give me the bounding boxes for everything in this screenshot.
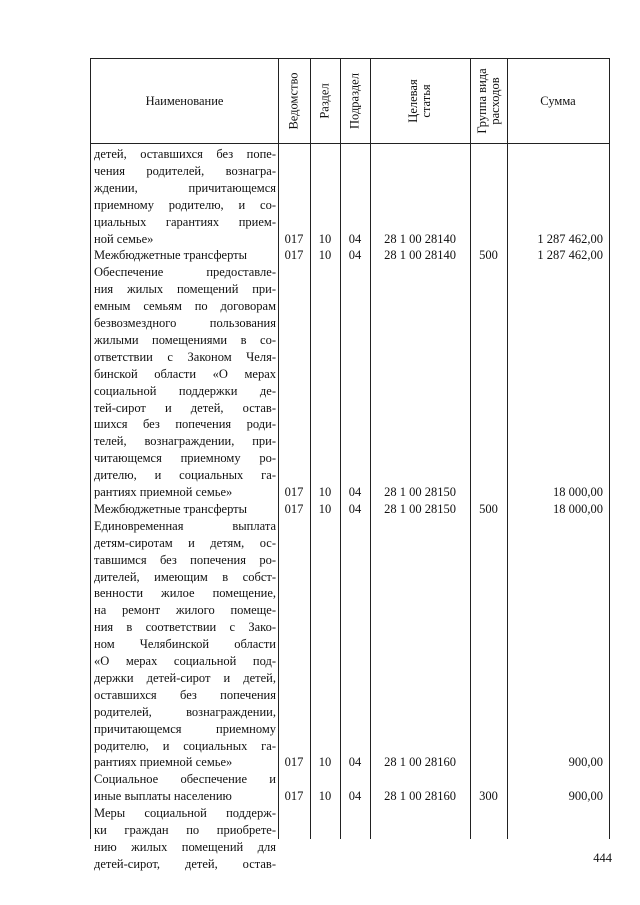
row-name-text: ответствии с Законом Челя- [94, 349, 276, 364]
table-row [91, 400, 609, 416]
row-name-text: рантиях приемной семье» [94, 485, 233, 499]
amount-value: 900,00 [568, 755, 603, 770]
row-name-text: читающемся приемному ро- [94, 451, 276, 466]
table-row [91, 805, 609, 821]
table-row [91, 349, 609, 365]
row-name-text: ждении, причитающемся [94, 180, 276, 195]
row-name-text: ной семье» [94, 231, 154, 246]
row-name-text: телей, вознаграждении, при- [94, 434, 276, 449]
row-name-text: детям-сиротам и детям, ос- [94, 535, 276, 550]
target-code: 28 1 00 28140 [384, 248, 456, 263]
table-row [91, 687, 609, 703]
row-name-text: ки граждан по приобрете- [94, 823, 276, 837]
header-expense-group: Группа вида расходов [474, 68, 502, 134]
row-name-text: держки детей-сирот и детей, [94, 670, 276, 685]
table-row [91, 484, 609, 500]
department-code: 017 [284, 789, 304, 804]
table-row [91, 585, 609, 601]
table-row [91, 552, 609, 568]
amount-value: 18 000,00 [553, 501, 603, 516]
subsection-code: 04 [348, 485, 362, 499]
row-name-text: циальных гарантиях прием- [94, 214, 276, 229]
expense-group-code: 500 [479, 501, 498, 516]
row-name-text: безвозмездного пользования [94, 316, 276, 330]
row-name-text: Социальное обеспечение и [94, 772, 276, 787]
row-name-text: ния жилых помещений при- [94, 282, 276, 297]
table-row [91, 450, 609, 466]
row-name-text: «О мерах социальной под- [94, 654, 276, 668]
table-row [91, 298, 609, 314]
section-code: 10 [318, 485, 332, 499]
section-code: 10 [318, 231, 332, 246]
amount-value: 18 000,00 [553, 485, 603, 499]
row-name-text: ния в соответствии с Зако- [94, 620, 276, 635]
row-name-text: емным семьям по договорам [94, 299, 276, 314]
target-code: 28 1 00 28150 [384, 485, 456, 499]
department-code: 017 [284, 755, 304, 770]
table-row [91, 839, 609, 855]
table-row [91, 383, 609, 399]
table-row [91, 197, 609, 213]
table-row [91, 433, 609, 449]
table-row [91, 721, 609, 737]
table-header [91, 59, 609, 144]
table-row [91, 788, 609, 804]
row-name-text: бинской области «О мерах [94, 366, 276, 381]
table-row [91, 619, 609, 635]
row-name-text: оставшихся без попечения [94, 687, 276, 702]
section-code: 10 [318, 755, 332, 770]
row-name-text: жилыми помещениями в со- [94, 332, 276, 347]
section-code: 10 [318, 789, 332, 804]
table-row [91, 535, 609, 551]
table-row [91, 264, 609, 280]
table-row [91, 467, 609, 483]
table-row [91, 569, 609, 585]
row-name-text: приемному родителю, и со- [94, 197, 276, 212]
row-name-text: детей-сирот, детей, остав- [94, 856, 276, 871]
amount-value: 900,00 [568, 789, 603, 804]
row-name-text: Обеспечение предоставле- [94, 265, 276, 280]
department-code: 017 [284, 485, 304, 499]
row-name-text: шихся без попечения роди- [94, 417, 276, 432]
table-row [91, 416, 609, 432]
subsection-code: 04 [348, 501, 362, 516]
row-name-text: причитающемся приемному [94, 721, 276, 736]
row-name-text: ном Челябинской области [94, 637, 276, 652]
table-row [91, 653, 609, 669]
row-name-text: родителей, вознаграждении, [94, 704, 276, 719]
table-row [91, 163, 609, 179]
target-code: 28 1 00 28160 [384, 789, 456, 804]
table-row [91, 602, 609, 618]
target-code: 28 1 00 28160 [384, 755, 456, 770]
table-row [91, 738, 609, 754]
expense-group-code: 300 [479, 789, 498, 804]
header-amount: Сумма [540, 93, 576, 108]
table-row [91, 754, 609, 770]
header-department: Ведомство [286, 72, 301, 130]
table-row [91, 822, 609, 838]
header-name: Наименование [145, 93, 224, 108]
department-code: 017 [284, 501, 304, 516]
table-row [91, 670, 609, 686]
table-row [91, 315, 609, 331]
header-subsection: Подраздел [347, 73, 362, 129]
row-name-text: чения родителей, вознагра- [94, 163, 276, 178]
table-row [91, 281, 609, 297]
subsection-code: 04 [348, 755, 362, 770]
subsection-code: 04 [348, 789, 362, 804]
row-name-text: Единовременная выплата [94, 518, 276, 533]
row-name-text: иные выплаты населению [94, 789, 232, 804]
table-row [91, 771, 609, 787]
table-row [91, 518, 609, 534]
table-row [91, 332, 609, 348]
table-row [91, 247, 609, 263]
row-name-text: Меры социальной поддерж- [94, 806, 276, 821]
row-name-text: Межбюджетные трансферты [94, 248, 248, 263]
expense-group-code: 500 [479, 248, 498, 263]
row-name-text: на ремонт жилого помеще- [94, 603, 276, 618]
target-code: 28 1 00 28150 [384, 501, 456, 516]
subsection-code: 04 [348, 248, 362, 263]
table-row [91, 180, 609, 196]
amount-value: 1 287 462,00 [537, 248, 603, 263]
page-number: 444 [593, 851, 612, 865]
row-name-text: Межбюджетные трансферты [94, 501, 248, 516]
target-code: 28 1 00 28140 [384, 231, 456, 246]
row-name-text: социальной поддержки де- [94, 383, 276, 398]
department-code: 017 [284, 231, 304, 246]
table-row [91, 231, 609, 247]
header-target: Целевая статья [406, 79, 433, 123]
row-name-text: венности жилое помещение, [94, 586, 276, 601]
row-name-text: дителей, имеющим в собст- [94, 569, 276, 584]
table-row [91, 856, 609, 872]
row-name-text: тей-сирот и детей, остав- [94, 400, 276, 415]
row-name-text: дителю, и социальных га- [94, 468, 276, 483]
section-code: 10 [318, 501, 332, 516]
table-row [91, 704, 609, 720]
table-row [91, 636, 609, 652]
header-section: Раздел [317, 83, 332, 119]
department-code: 017 [284, 248, 304, 263]
section-code: 10 [318, 248, 332, 263]
table-row [91, 146, 609, 162]
row-name-text: детей, оставшихся без попе- [94, 147, 276, 161]
row-name-text: рантиях приемной семье» [94, 755, 233, 770]
row-name-text: родителю, и социальных га- [94, 738, 276, 753]
amount-value: 1 287 462,00 [537, 231, 603, 246]
row-name-text: тавшимся без попечения ро- [94, 552, 276, 567]
table-row [91, 214, 609, 230]
row-name-text: нию жилых помещений для [94, 839, 276, 854]
table-row [91, 366, 609, 382]
table-row [91, 501, 609, 517]
subsection-code: 04 [348, 231, 362, 246]
